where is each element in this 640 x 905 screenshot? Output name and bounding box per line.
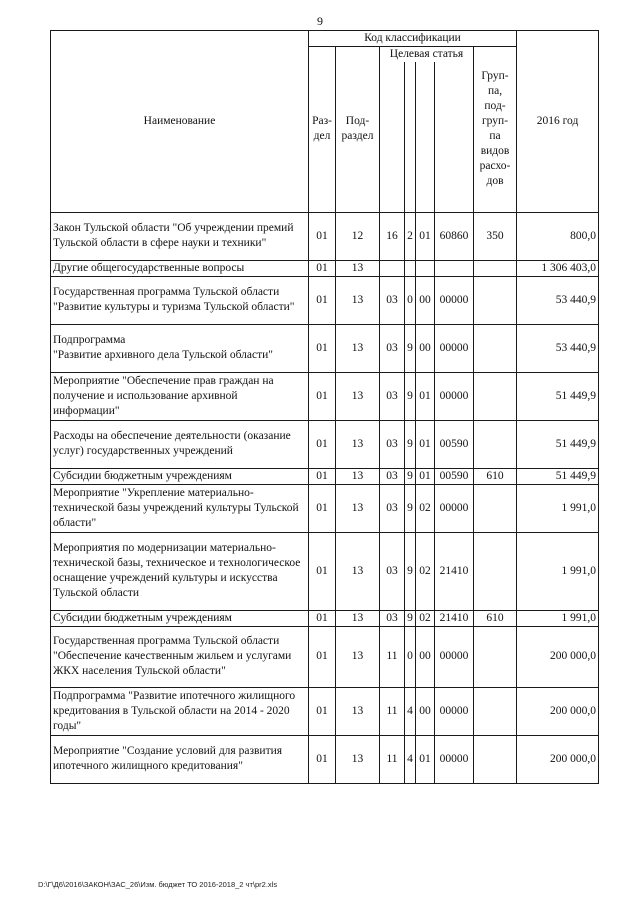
row-expense-group [474, 532, 517, 610]
table-body [51, 212, 599, 783]
row-article-event: 00 [416, 687, 435, 735]
table-row [51, 372, 599, 420]
row-article-direction: 00590 [435, 468, 474, 484]
row-article-direction: 00000 [435, 372, 474, 420]
row-article-event: 01 [416, 735, 435, 783]
row-subsection: 13 [336, 276, 380, 324]
row-section: 01 [309, 420, 336, 468]
row-article-subprogram: 9 [405, 324, 416, 372]
row-subsection: 13 [336, 468, 380, 484]
table-row [51, 468, 599, 484]
row-article-subprogram: 0 [405, 276, 416, 324]
row-article-subprogram: 0 [405, 626, 416, 687]
row-article-event: 00 [416, 324, 435, 372]
row-article-subprogram: 4 [405, 687, 416, 735]
row-amount: 800,0 [517, 212, 599, 260]
row-article-event: 02 [416, 532, 435, 610]
row-article-program: 03 [380, 532, 405, 610]
row-article-program: 03 [380, 276, 405, 324]
row-amount: 1 991,0 [517, 532, 599, 610]
row-name: Другие общегосударственные вопросы [51, 260, 309, 276]
file-path-footer: D:\Г\Д6\2016\ЗАКОН\ЗАС_26\Изм. бюджет ТО 2016-2018_2 чт\pr2.xls [38, 880, 278, 889]
table-header [51, 31, 599, 213]
row-article-program: 11 [380, 626, 405, 687]
row-subsection: 13 [336, 420, 380, 468]
row-name: Субсидии бюджетным учреждениям [51, 610, 309, 626]
row-amount: 1 991,0 [517, 610, 599, 626]
row-article-event [416, 260, 435, 276]
row-article-event: 01 [416, 420, 435, 468]
header-subsection: Под- раздел [336, 47, 380, 213]
row-name: Государственная программа Тульской области "Развитие культуры и туризма Тульской области" [51, 276, 309, 324]
header-year: 2016 год [517, 31, 599, 213]
row-article-event: 01 [416, 372, 435, 420]
table-row [51, 610, 599, 626]
header-name: Наименование [51, 31, 309, 213]
row-amount: 51 449,9 [517, 420, 599, 468]
row-name: Мероприятие "Укрепление материально-технической базы учреждений культуры Тульской области" [51, 484, 309, 532]
row-article-program: 03 [380, 484, 405, 532]
row-article-direction: 00000 [435, 324, 474, 372]
row-article-direction: 00000 [435, 687, 474, 735]
row-article-direction: 00000 [435, 276, 474, 324]
row-article-subprogram: 9 [405, 372, 416, 420]
row-subsection: 13 [336, 532, 380, 610]
row-section: 01 [309, 324, 336, 372]
row-article-program [380, 260, 405, 276]
row-article-subprogram: 9 [405, 532, 416, 610]
row-amount: 53 440,9 [517, 324, 599, 372]
table-row [51, 484, 599, 532]
header-target-article: Целевая статья [380, 47, 474, 63]
table-row [51, 735, 599, 783]
row-expense-group: 610 [474, 468, 517, 484]
table-row [51, 324, 599, 372]
row-expense-group [474, 372, 517, 420]
row-section: 01 [309, 468, 336, 484]
row-expense-group [474, 276, 517, 324]
row-article-subprogram [405, 260, 416, 276]
row-section: 01 [309, 212, 336, 260]
row-name: Закон Тульской области "Об учреждении премий Тульской области в сфере науки и техники" [51, 212, 309, 260]
row-expense-group [474, 687, 517, 735]
row-subsection: 13 [336, 372, 380, 420]
row-name: Субсидии бюджетным учреждениям [51, 468, 309, 484]
row-article-event: 01 [416, 468, 435, 484]
row-article-program: 11 [380, 735, 405, 783]
row-amount: 1 991,0 [517, 484, 599, 532]
row-article-direction: 00000 [435, 735, 474, 783]
row-article-subprogram: 4 [405, 735, 416, 783]
row-subsection: 13 [336, 687, 380, 735]
row-article-program: 11 [380, 687, 405, 735]
row-section: 01 [309, 276, 336, 324]
header-expense-group: Груп- па, под- груп- па видов расхо- дов [474, 47, 517, 213]
row-section: 01 [309, 532, 336, 610]
row-name: Подпрограмма "Развитие архивного дела Тульской области" [51, 324, 309, 372]
row-expense-group [474, 626, 517, 687]
row-expense-group [474, 484, 517, 532]
row-section: 01 [309, 687, 336, 735]
row-amount: 53 440,9 [517, 276, 599, 324]
row-name: Подпрограмма "Развитие ипотечного жилищного кредитования в Тульской области на 2014 - 2020 годы" [51, 687, 309, 735]
row-article-direction: 21410 [435, 610, 474, 626]
row-article-program: 03 [380, 372, 405, 420]
header-article-seg-2 [405, 62, 416, 212]
row-name: Мероприятие "Создание условий для развития ипотечного жилищного кредитования" [51, 735, 309, 783]
table-row [51, 212, 599, 260]
row-article-direction: 00000 [435, 626, 474, 687]
row-article-subprogram: 2 [405, 212, 416, 260]
row-name: Государственная программа Тульской области "Обеспечение качественным жильем и услугами ЖКХ населения Тульской области" [51, 626, 309, 687]
row-article-subprogram: 9 [405, 420, 416, 468]
header-section: Раз- дел [309, 47, 336, 213]
row-article-subprogram: 9 [405, 468, 416, 484]
table-row [51, 276, 599, 324]
row-expense-group [474, 420, 517, 468]
row-article-program: 03 [380, 420, 405, 468]
row-name: Мероприятия по модернизации материально-технической базы, техническое и технологическое оснащение учреждений культуры и искусства Тульской области [51, 532, 309, 610]
row-article-program: 03 [380, 324, 405, 372]
row-article-event: 00 [416, 276, 435, 324]
row-name: Расходы на обеспечение деятельности (оказание услуг) государственных учреждений [51, 420, 309, 468]
row-section: 01 [309, 372, 336, 420]
row-subsection: 13 [336, 735, 380, 783]
row-article-direction: 21410 [435, 532, 474, 610]
header-article-seg-1 [380, 62, 405, 212]
row-article-direction: 60860 [435, 212, 474, 260]
row-amount: 1 306 403,0 [517, 260, 599, 276]
table-row [51, 532, 599, 610]
row-article-direction [435, 260, 474, 276]
budget-table [50, 30, 599, 784]
row-article-event: 00 [416, 626, 435, 687]
row-subsection: 13 [336, 260, 380, 276]
row-subsection: 13 [336, 484, 380, 532]
table-row [51, 687, 599, 735]
row-amount: 200 000,0 [517, 626, 599, 687]
row-section: 01 [309, 626, 336, 687]
row-expense-group [474, 324, 517, 372]
row-section: 01 [309, 735, 336, 783]
row-expense-group [474, 260, 517, 276]
row-amount: 51 449,9 [517, 468, 599, 484]
row-article-event: 01 [416, 212, 435, 260]
row-subsection: 13 [336, 610, 380, 626]
row-expense-group: 350 [474, 212, 517, 260]
row-article-event: 02 [416, 610, 435, 626]
row-name: Мероприятие "Обеспечение прав граждан на получение и использование архивной информации" [51, 372, 309, 420]
row-section: 01 [309, 260, 336, 276]
table-row [51, 260, 599, 276]
row-article-event: 02 [416, 484, 435, 532]
row-article-subprogram: 9 [405, 484, 416, 532]
row-amount: 200 000,0 [517, 687, 599, 735]
header-classification: Код классификации [309, 31, 517, 47]
header-article-seg-4 [435, 62, 474, 212]
row-expense-group [474, 735, 517, 783]
row-section: 01 [309, 484, 336, 532]
row-subsection: 12 [336, 212, 380, 260]
row-amount: 200 000,0 [517, 735, 599, 783]
table-row [51, 420, 599, 468]
row-expense-group: 610 [474, 610, 517, 626]
header-article-seg-3 [416, 62, 435, 212]
row-section: 01 [309, 610, 336, 626]
row-article-subprogram: 9 [405, 610, 416, 626]
row-amount: 51 449,9 [517, 372, 599, 420]
row-article-direction: 00000 [435, 484, 474, 532]
page-number: 9 [317, 14, 323, 28]
row-article-program: 03 [380, 610, 405, 626]
row-article-direction: 00590 [435, 420, 474, 468]
table-row [51, 626, 599, 687]
row-subsection: 13 [336, 626, 380, 687]
row-article-program: 03 [380, 468, 405, 484]
row-subsection: 13 [336, 324, 380, 372]
row-article-program: 16 [380, 212, 405, 260]
